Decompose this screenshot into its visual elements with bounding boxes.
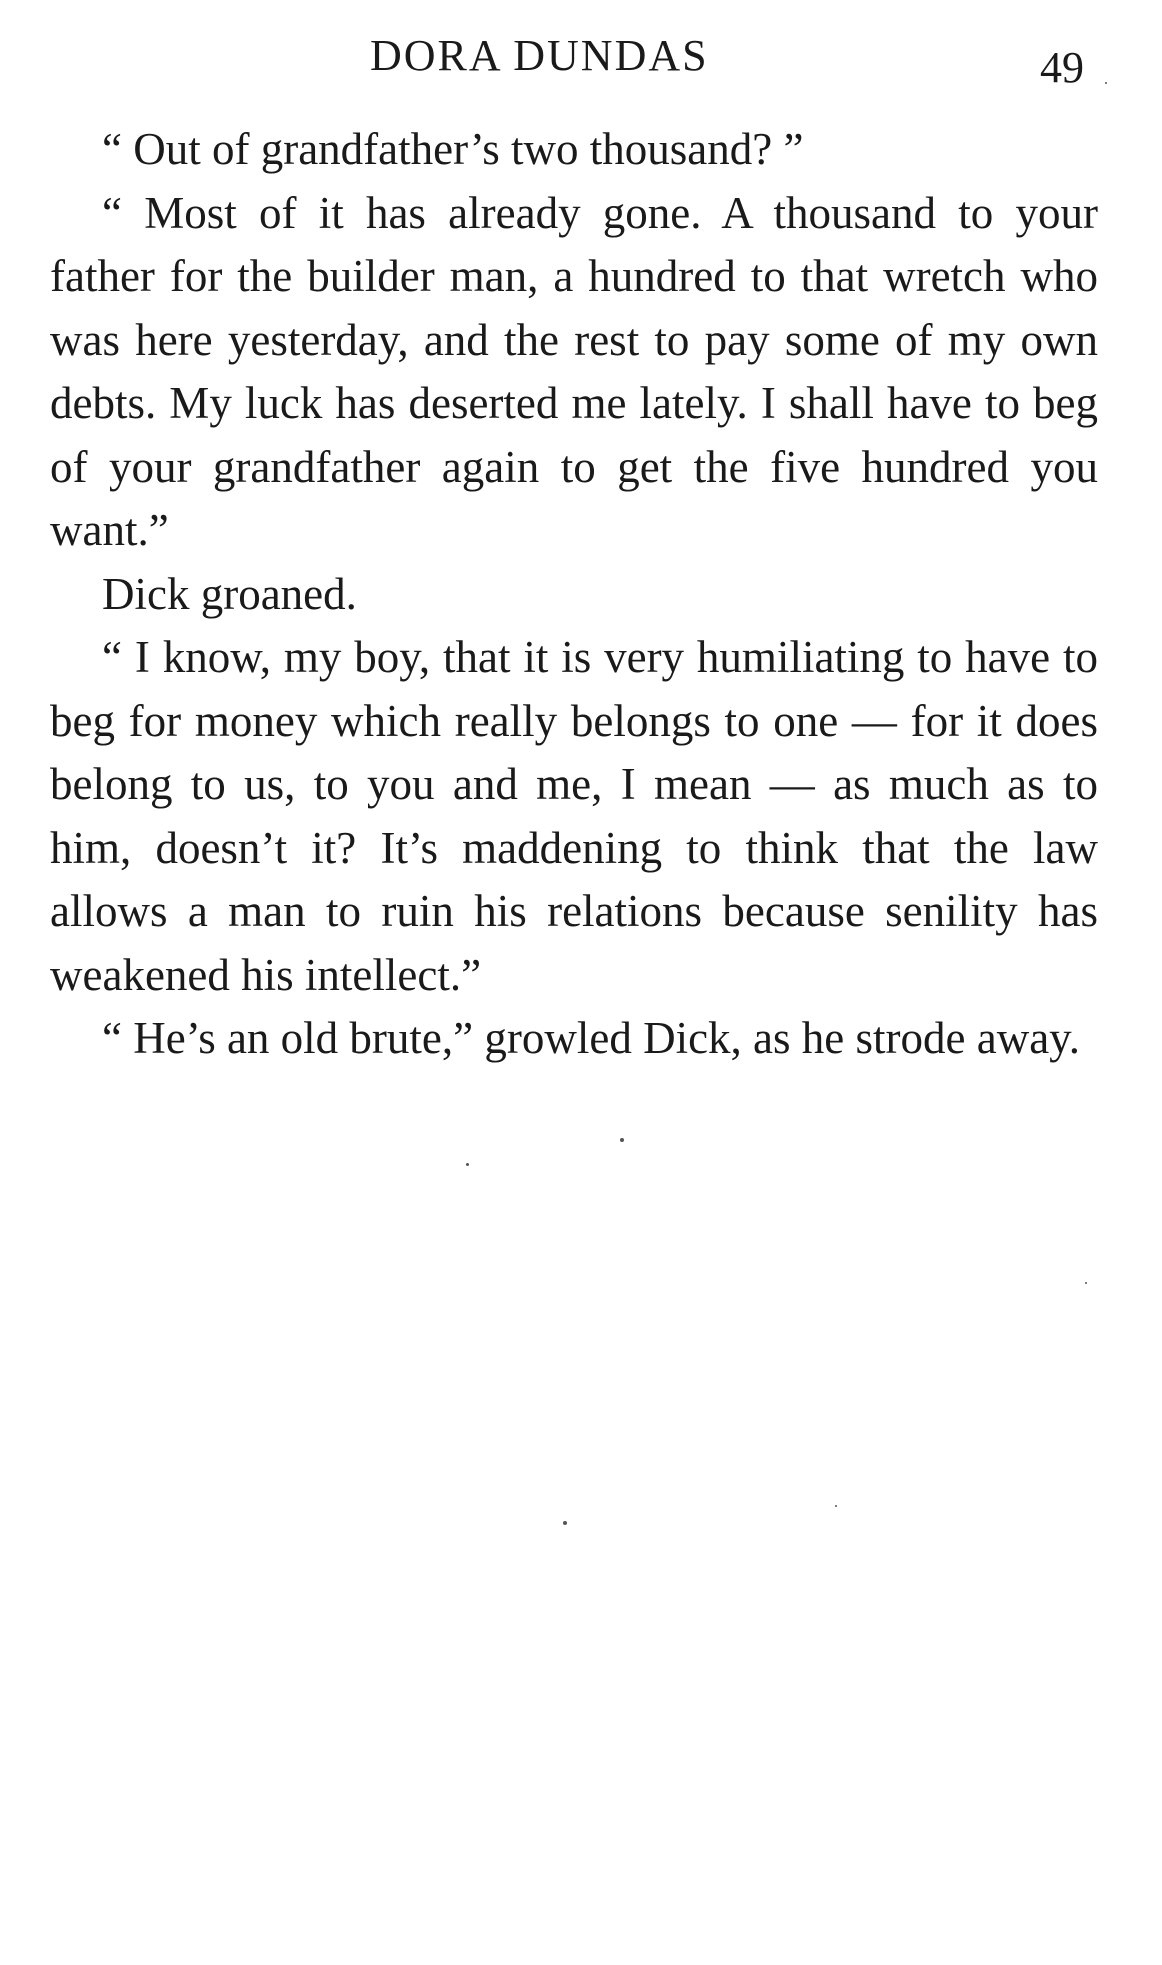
paper-speck <box>563 1521 567 1525</box>
paper-speck <box>466 1163 469 1166</box>
paragraph: “ Out of grandfather’s two thousand? ” <box>102 124 804 174</box>
paragraph: “ Most of it has already gone. A thousand to your father for the builder man, a hundred to that wretch who was here yesterday, and the rest to pay some of my own debts. My luck has deserted me lately. I shall have to beg of your grandfather again to get the five hundred you want.” <box>50 187 1098 555</box>
running-title: DORA DUNDAS <box>370 31 709 80</box>
paragraph: “ I know, my boy, that it is very humiliating to have to beg for money which really belongs to one — for it does belong to us, to you and me, I mean — as much as to him, doesn’t it? It’s maddening to think that the law allows a man to ruin his relations because senility has weakened his intellect.” <box>50 632 1098 1000</box>
paper-speck <box>835 1505 837 1507</box>
running-head <box>0 26 1162 92</box>
paragraph: “ He’s an old brute,” growled Dick, as he strode away. <box>102 1013 1081 1063</box>
paper-speck <box>1085 1282 1087 1284</box>
body-text <box>50 118 1098 1071</box>
paper-speck <box>1105 82 1107 84</box>
paper-speck <box>620 1138 624 1142</box>
page-number: 49 <box>1040 43 1084 92</box>
paragraph: Dick groaned. <box>102 568 357 619</box>
